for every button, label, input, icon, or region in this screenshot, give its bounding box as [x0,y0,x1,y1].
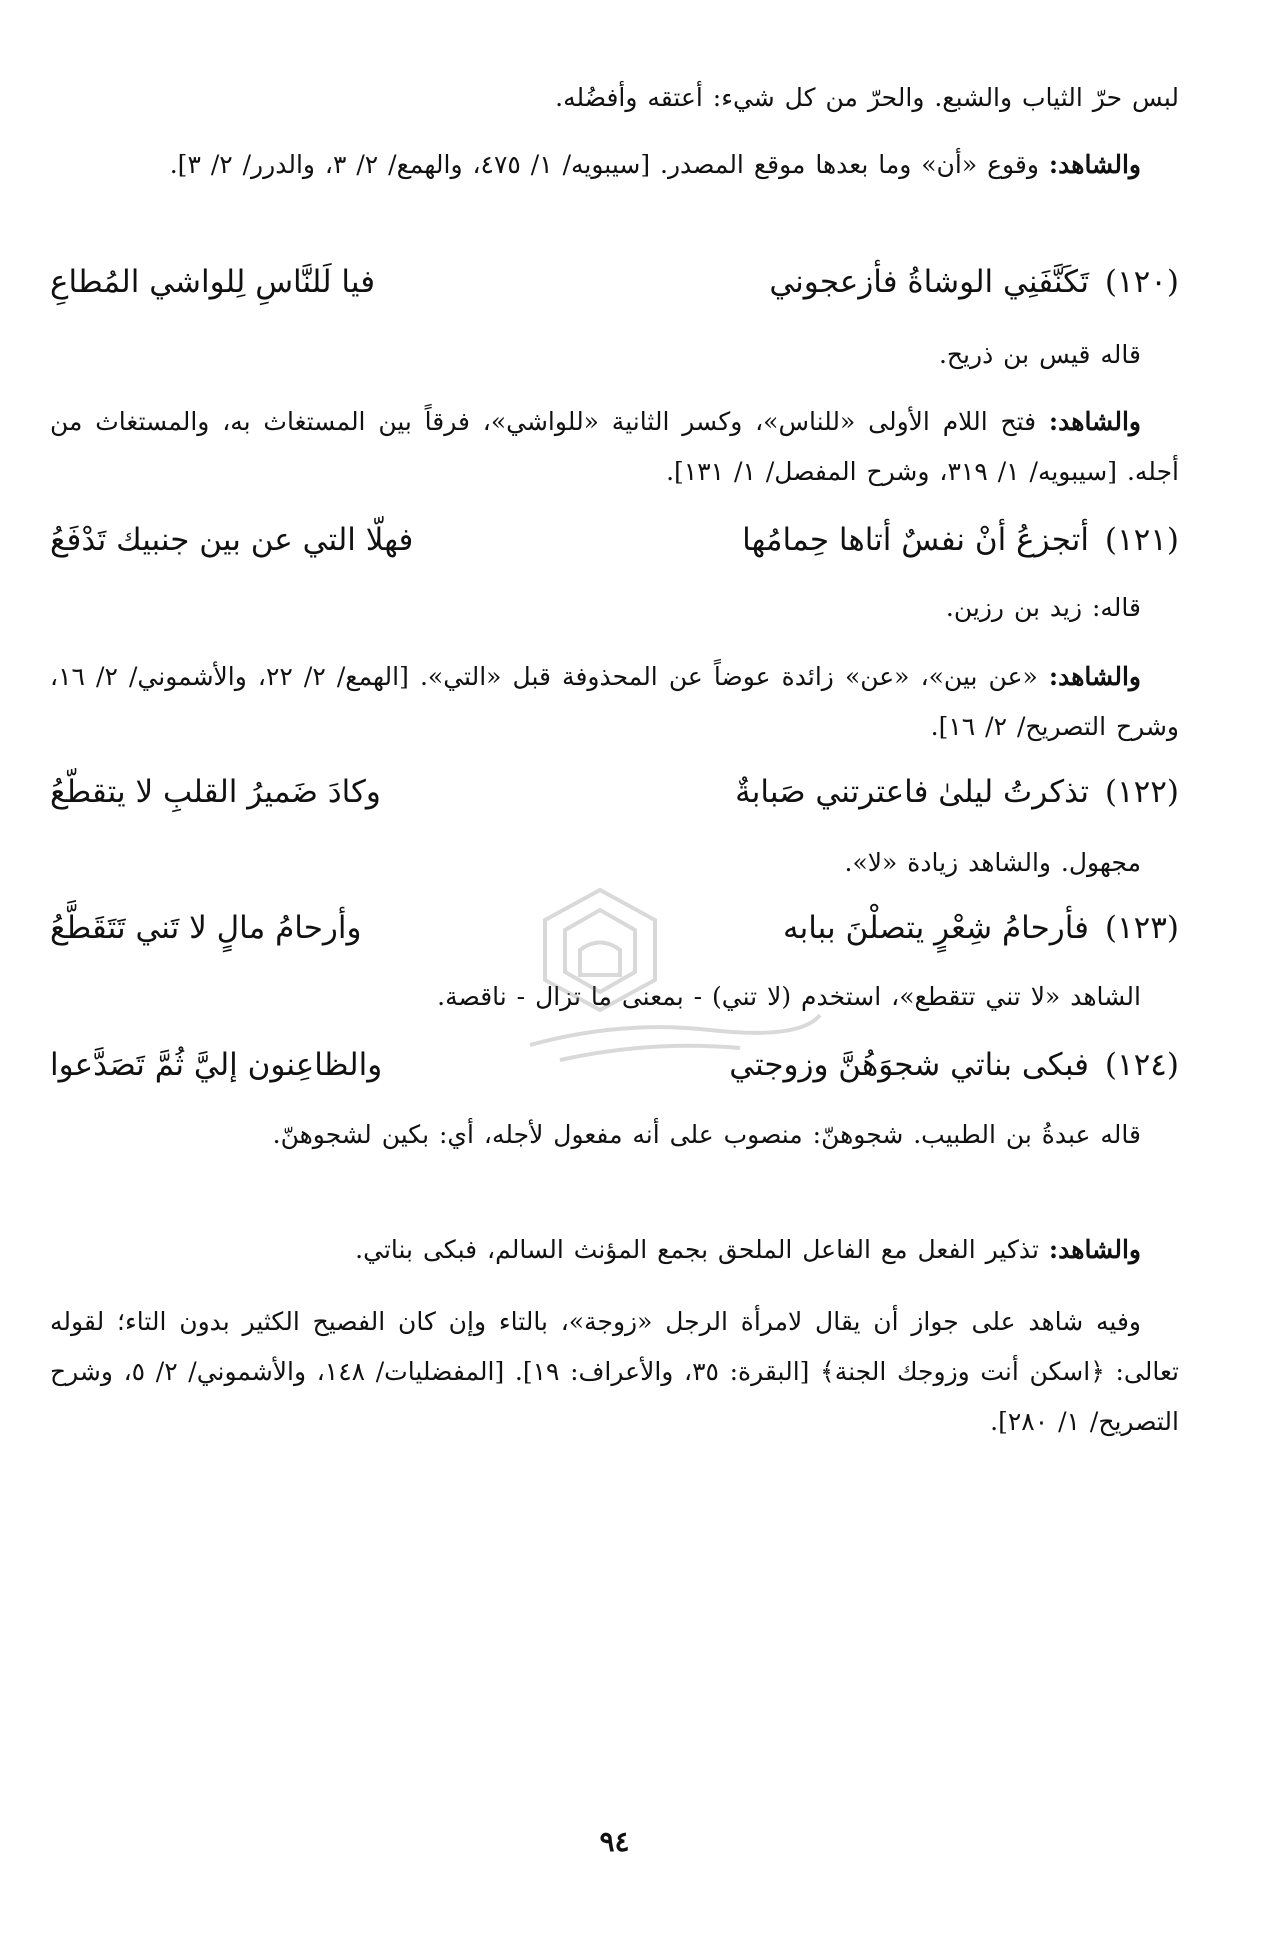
text-paragraph-11 [50,1297,1179,1447]
paragraph-lead: والشاهد: [1048,1235,1141,1264]
text-paragraph-6 [50,652,1179,752]
verse-line-122 [50,762,1179,822]
paragraph-text: تذكير الفعل مع الفاعل الملحق بجمع المؤنث السالم، فبكى بناتي. [355,1235,1049,1264]
verse-first-hemistich: أتجزعُ أنْ نفسٌ أتاها حِمامُها [742,522,1089,558]
paragraph-text: وفيه شاهد على جواز أن يقال لامرأة الرجل «زوجة»، بالتاء وإن كان الفصيح الكثير بدون التاء؛ لقوله تعالى: ﴿اسكن أنت وزوجك الجنة﴾ [البقرة: ٣٥، والأعراف: ١٩]. [المفضليات/ ١٤٨، والأشموني/ ٢/ ٥، وشرح التصريح/ ١/ ٢٨٠]. [50,1307,1180,1436]
text-paragraph-10 [50,1225,1179,1275]
paragraph-text: قاله: زيد بن رزين. [945,593,1141,622]
paragraph-text: لبس حرّ الثياب والشبع. والحرّ من كل شيء: أعتقه وأفضُله. [555,83,1179,112]
text-paragraph-4 [50,397,1179,497]
text-paragraph-9 [50,1110,1179,1160]
verse-second-hemistich: فهلّا التي عن بين جنبيك تَدْفَعُ [50,522,414,558]
paragraph-text: قاله قيس بن ذريح. [938,340,1141,369]
verse-line-120 [50,252,1179,312]
page-number: ٩٤ [599,1825,630,1858]
verse-second-hemistich: فيا لَلنَّاسِ لِلواشي المُطاعِ [50,264,376,300]
text-paragraph-5 [50,583,1179,633]
verse-first-hemistich: فبكى بناتي شجوَهُنَّ وزوجتي [729,1047,1089,1083]
paragraph-lead: والشاهد: [1048,407,1141,436]
verse-number: (١٢٣) [1104,910,1179,946]
text-paragraph-2 [50,140,1179,190]
paragraph-text: مجهول. والشاهد زيادة «لا». [844,848,1141,877]
verse-line-121 [50,510,1179,570]
verse-number: (١٢١) [1104,522,1179,558]
paragraph-text: الشاهد «لا تني تتقطع»، استخدم (لا تني) - بمعنى ما تزال - ناقصة. [437,982,1141,1011]
verse-second-hemistich: وأرحامُ مالٍ لا تَني تَتَقَطَّعُ [50,910,362,946]
paragraph-text: وقوع «أن» وما بعدها موقع المصدر. [سيبويه/ ١/ ٤٧٥، والهمع/ ٢/ ٣، والدرر/ ٢/ ٣]. [169,150,1049,179]
verse-first-hemistich: تَكَنَّفَنِي الوشاةُ فأزعجوني [769,264,1089,300]
seal-watermark-icon [500,880,830,1080]
verse-number: (١٢٢) [1104,774,1179,810]
paragraph-text: «عن بين»، «عن» زائدة عوضاً عن المحذوفة قبل «التي». [الهمع/ ٢/ ٢٢، والأشموني/ ٢/ ١٦، وشرح التصريح/ ٢/ ١٦]. [50,662,1179,741]
verse-second-hemistich: والظاعِنون إليَّ ثُمَّ تَصَدَّعوا [50,1047,383,1083]
verse-number: (١٢٤) [1104,1047,1179,1083]
verse-first-hemistich: تذكرتُ ليلىٰ فاعترتني صَبابةٌ [735,774,1089,810]
verse-number: (١٢٠) [1104,264,1179,300]
verse-second-hemistich: وكادَ ضَميرُ القلبِ لا يتقطّعُ [50,774,381,810]
verse-first-hemistich: فأرحامُ شِعْرٍ يتصلْنَ ببابه [782,910,1089,946]
paragraph-text: قاله عبدةُ بن الطبيب. شجوهنّ: منصوب على أنه مفعول لأجله، أي: بكين لشجوهنّ. [272,1120,1141,1149]
paragraph-text: فتح اللام الأولى «للناس»، وكسر الثانية «للواشي»، فرقاً بين المستغاث به، والمستغاث من أجله. [سيبويه/ ١/ ٣١٩، وشرح المفصل/ ١/ ١٣١]. [50,407,1179,486]
paragraph-lead: والشاهد: [1048,150,1141,179]
text-paragraph-3 [50,330,1179,380]
text-paragraph-1 [50,73,1179,123]
paragraph-lead: والشاهد: [1048,662,1141,691]
